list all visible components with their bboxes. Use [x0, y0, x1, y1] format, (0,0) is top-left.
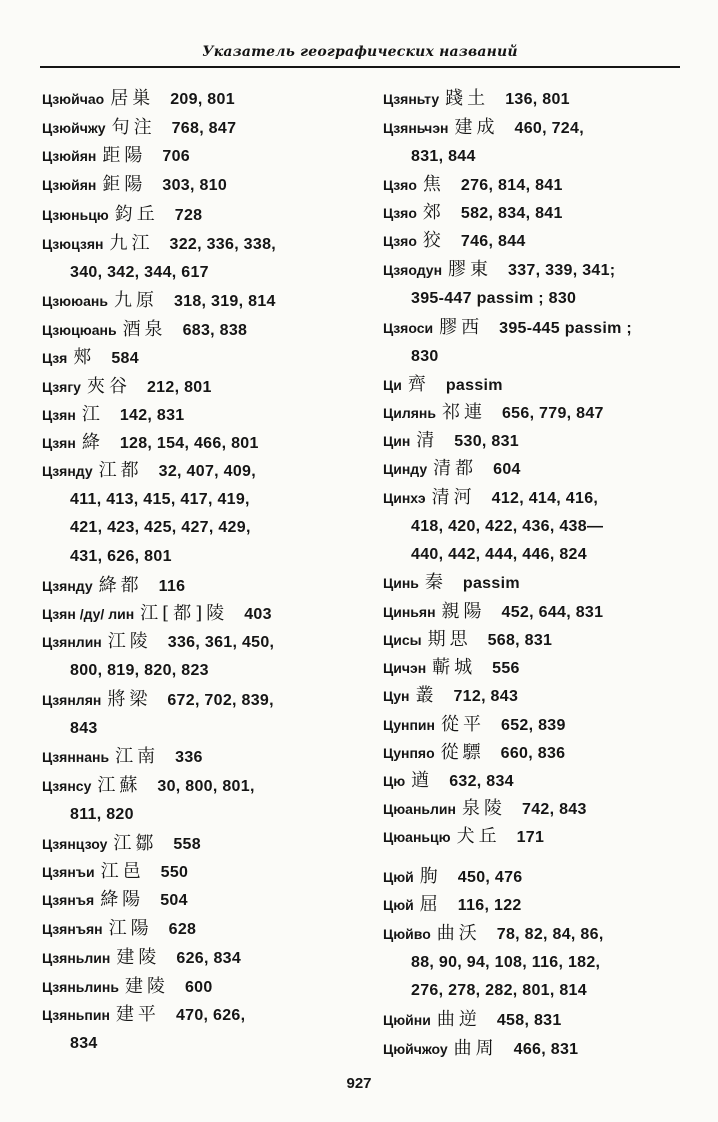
entry-line	[42, 830, 372, 859]
place-name: Цзяньлин	[42, 950, 111, 966]
place-name: Цюаньцю	[383, 829, 451, 845]
place-name: Цзяньту	[383, 91, 440, 107]
place-name: Цзяньчэн	[383, 120, 449, 136]
entry-continuation	[383, 343, 693, 372]
page-references: 322, 336, 338,	[169, 236, 277, 253]
chinese-characters: 建陵	[124, 976, 169, 997]
index-entry	[383, 1035, 693, 1064]
index-entry	[383, 427, 693, 456]
place-name: Цюй	[383, 897, 414, 913]
entry-continuation	[383, 143, 693, 172]
page-references: 142, 831	[119, 407, 185, 424]
page-references: 303, 810	[162, 177, 228, 194]
index-entry	[42, 287, 372, 316]
place-name: Цзянъян	[42, 921, 103, 937]
chinese-characters: 江鄒	[113, 833, 158, 854]
entry-line	[42, 114, 372, 143]
entry-line	[383, 654, 693, 683]
chinese-characters: 遒	[411, 770, 434, 791]
place-name: Цзяннань	[42, 749, 110, 765]
entry-line	[42, 142, 372, 171]
place-name: Цинхэ	[383, 490, 426, 506]
chinese-characters: 曲沃	[436, 923, 481, 944]
entry-line	[42, 287, 372, 316]
page-references: 843	[70, 719, 98, 737]
index-entry	[383, 371, 693, 400]
entry-continuation	[383, 285, 693, 314]
index-entry	[383, 711, 693, 740]
place-name: Цюаньлин	[383, 801, 456, 817]
page-number: 927	[346, 1075, 372, 1092]
index-entry	[42, 457, 372, 571]
page-references: 128, 154, 466, 801	[119, 435, 259, 452]
page-references: 604	[493, 461, 521, 478]
entry-continuation	[42, 715, 372, 744]
chinese-characters: 江[都]陵	[140, 603, 229, 624]
index-entry	[383, 85, 693, 114]
chinese-characters: 期思	[427, 629, 472, 650]
page-references: 652, 839	[501, 717, 566, 734]
page-references: 336, 361, 450,	[167, 634, 275, 651]
place-name: Цинь	[383, 575, 419, 591]
entry-line	[42, 772, 372, 801]
place-name: Цзюйчжу	[42, 120, 106, 136]
page-references: 831, 844	[411, 147, 476, 165]
index-entry	[42, 572, 372, 601]
entry-line	[42, 886, 372, 915]
index-entry	[42, 600, 372, 629]
chinese-characters: 蘄城	[432, 657, 477, 678]
entry-line	[383, 227, 693, 256]
page-references: 470, 626,	[175, 1007, 246, 1024]
chinese-characters: 膠東	[448, 259, 493, 280]
entry-line	[42, 401, 372, 430]
page-references: 32, 407, 409,	[158, 463, 256, 480]
page-references: 116	[158, 578, 186, 595]
entry-continuation	[383, 977, 693, 1006]
running-header: Указатель географических названий	[202, 44, 518, 60]
place-name: Цю	[383, 773, 406, 789]
index-entry	[383, 484, 693, 570]
place-name: Цзяоси	[383, 320, 434, 336]
page-references: 431, 626, 801	[70, 547, 172, 565]
index-entry	[42, 686, 372, 743]
chinese-characters: 犬丘	[456, 826, 501, 847]
index-entry	[383, 823, 693, 852]
page-references: 800, 819, 820, 823	[70, 661, 209, 679]
entry-line	[383, 314, 693, 343]
chinese-characters: 郟	[73, 347, 96, 368]
chinese-characters: 絳陽	[100, 889, 145, 910]
chinese-characters: 江	[81, 404, 104, 425]
entry-line	[383, 171, 693, 200]
chinese-characters: 親陽	[441, 601, 486, 622]
chinese-characters: 絳	[81, 432, 104, 453]
chinese-characters: 秦	[424, 572, 447, 593]
index-entry	[42, 628, 372, 685]
entry-line	[383, 823, 693, 852]
index-entry	[383, 863, 693, 892]
entry-line	[383, 891, 693, 920]
place-name: Цзяо	[383, 205, 417, 221]
index-entry	[383, 227, 693, 256]
entry-line	[42, 171, 372, 200]
page-references: 466, 831	[513, 1041, 579, 1058]
page-references: 209, 801	[170, 91, 235, 108]
index-entry	[42, 85, 372, 114]
place-name: Цюйчжоу	[383, 1041, 448, 1057]
index-entry	[42, 316, 372, 345]
place-name: Цзягу	[42, 379, 81, 395]
place-name: Цзян	[42, 435, 76, 451]
chinese-characters: 郊	[422, 202, 445, 223]
entry-continuation	[42, 486, 372, 515]
index-entry	[42, 915, 372, 944]
page-references: 728	[174, 207, 203, 224]
entry-line	[383, 427, 693, 456]
entry-line	[42, 973, 372, 1002]
entry-continuation	[42, 801, 372, 830]
index-entry	[383, 171, 693, 200]
entry-line	[383, 1006, 693, 1035]
page-references: 628	[168, 921, 197, 938]
place-name: Цзянсу	[42, 778, 92, 794]
index-entry	[383, 598, 693, 627]
entry-line	[42, 429, 372, 458]
chinese-characters: 清都	[433, 458, 478, 479]
page-references: 556	[492, 660, 520, 677]
entry-line	[383, 767, 693, 796]
page-references: passim	[445, 377, 503, 394]
entry-line	[383, 1035, 693, 1064]
chinese-characters: 酒泉	[122, 319, 167, 340]
entry-continuation	[42, 1030, 372, 1059]
entry-continuation	[42, 259, 372, 288]
place-name: Цзюйчао	[42, 91, 105, 107]
chinese-characters: 從平	[441, 714, 485, 735]
page-references: 558	[173, 836, 201, 853]
header-rule	[40, 66, 680, 68]
page-references: 276, 814, 841	[460, 177, 563, 194]
index-entry	[383, 739, 693, 768]
chinese-characters: 朐	[419, 866, 442, 887]
place-name: Цзя	[42, 350, 68, 366]
index-entry	[42, 373, 372, 402]
index-entry	[42, 171, 372, 200]
page-references: 656, 779, 847	[501, 405, 604, 422]
place-name: Цинду	[383, 461, 428, 477]
entry-continuation	[42, 543, 372, 572]
page-references: 337, 339, 341;	[508, 262, 616, 279]
page-references: 632, 834	[449, 773, 514, 790]
entry-line	[383, 711, 693, 740]
page-references: 746, 844	[460, 233, 526, 250]
chinese-characters: 居巣	[110, 88, 155, 109]
place-name: Цзянду	[42, 463, 93, 479]
chinese-characters: 江都	[98, 460, 143, 481]
index-entry	[383, 199, 693, 228]
page-references: 318, 319, 814	[173, 293, 276, 310]
page-references: 742, 843	[522, 801, 587, 818]
entry-line	[383, 85, 693, 114]
chinese-characters: 夾谷	[86, 376, 131, 397]
place-name: Цзюйян	[42, 177, 97, 193]
entry-line	[42, 572, 372, 601]
entry-line	[42, 201, 372, 230]
index-entry	[42, 743, 372, 772]
place-name: Цин	[383, 433, 411, 449]
place-name: Цзюцюань	[42, 322, 117, 338]
chinese-characters: 鉅陽	[102, 174, 147, 195]
chinese-characters: 建陵	[116, 947, 161, 968]
index-entry	[42, 114, 372, 143]
page-references: 171	[516, 829, 545, 846]
chinese-characters: 江陵	[107, 631, 152, 652]
entry-line	[42, 230, 372, 259]
page-references: 460, 724,	[514, 120, 584, 137]
page-references: 458, 831	[496, 1012, 562, 1029]
page-references: 440, 442, 444, 446, 824	[411, 546, 587, 564]
entry-line	[42, 858, 372, 887]
chinese-characters: 九江	[109, 233, 154, 254]
entry-line	[42, 915, 372, 944]
page-references: 276, 278, 282, 801, 814	[411, 982, 587, 1000]
entry-continuation	[383, 541, 693, 570]
place-name: Цунпин	[383, 717, 435, 733]
index-entry	[383, 795, 693, 824]
index-entry	[42, 429, 372, 458]
chinese-characters: 距陽	[102, 145, 147, 166]
entry-continuation	[383, 949, 693, 978]
index-entry	[42, 201, 372, 230]
entry-line	[42, 373, 372, 402]
place-name: Цзюцзян	[42, 236, 104, 252]
place-name: Цунпяо	[383, 745, 435, 761]
chinese-characters: 狡	[422, 230, 445, 251]
page-references: 136, 801	[505, 91, 570, 108]
page-references: 336	[175, 749, 203, 766]
place-name: Цюйни	[383, 1012, 431, 1028]
entry-line	[383, 920, 693, 949]
page-references: 706	[162, 148, 190, 165]
chinese-characters: 句注	[111, 117, 156, 138]
index-entry	[383, 399, 693, 428]
place-name: Цисы	[383, 632, 422, 648]
place-name: Цюйво	[383, 926, 431, 942]
page-references: 403	[244, 606, 272, 623]
chinese-characters: 江陽	[108, 918, 153, 939]
index-entry	[383, 654, 693, 683]
entry-continuation	[42, 657, 372, 686]
index-entry	[383, 256, 693, 313]
place-name: Циньян	[383, 604, 436, 620]
page-references: 421, 423, 425, 427, 429,	[70, 519, 251, 537]
entry-line	[383, 682, 693, 711]
entry-continuation	[42, 514, 372, 543]
page-references: 600	[184, 979, 213, 996]
chinese-characters: 將梁	[107, 689, 152, 710]
index-entry	[42, 858, 372, 887]
page-references: 834	[70, 1034, 98, 1052]
chinese-characters: 曲周	[453, 1038, 498, 1059]
entry-line	[383, 199, 693, 228]
place-name: Цзян	[42, 407, 76, 423]
page-references: 395-447 passim ; 830	[411, 289, 577, 307]
index-entry	[383, 891, 693, 920]
index-entry	[42, 1001, 372, 1058]
place-name: Цзянлян	[42, 692, 102, 708]
page-references: 768, 847	[171, 120, 237, 137]
entry-line	[383, 739, 693, 768]
chinese-characters: 踐土	[445, 88, 490, 109]
entry-line	[383, 863, 693, 892]
index-entry	[383, 920, 693, 1006]
place-name: Цилянь	[383, 405, 436, 421]
chinese-characters: 從驃	[440, 742, 485, 763]
chinese-characters: 曲逆	[436, 1009, 481, 1030]
entry-line	[42, 686, 372, 715]
chinese-characters: 祁連	[441, 402, 486, 423]
page-references: 672, 702, 839,	[167, 692, 274, 709]
place-name: Цзянду	[42, 578, 93, 594]
chinese-characters: 泉陵	[462, 798, 506, 819]
index-entry	[42, 230, 372, 287]
chinese-characters: 建平	[115, 1004, 160, 1025]
place-name: Цзюньцю	[42, 207, 109, 223]
page-references: 582, 834, 841	[460, 205, 563, 222]
index-entry	[383, 114, 693, 171]
page-references: 411, 413, 415, 417, 419,	[70, 490, 250, 508]
place-name: Цун	[383, 688, 410, 704]
place-name: Цюй	[383, 869, 414, 885]
entry-line	[42, 344, 372, 373]
index-entry	[383, 767, 693, 796]
chinese-characters: 九原	[113, 290, 158, 311]
page-references: 626, 834	[176, 950, 242, 967]
page-references: 78, 82, 84, 86,	[496, 926, 604, 943]
entry-line	[383, 795, 693, 824]
entry-line	[383, 399, 693, 428]
page-references: 418, 420, 422, 436, 438—	[411, 517, 604, 535]
chinese-characters: 絳都	[98, 575, 143, 596]
place-name: Цзяо	[383, 233, 417, 249]
page-references: 504	[160, 892, 188, 909]
place-name: Цзяо	[383, 177, 417, 193]
entry-line	[383, 484, 693, 513]
entry-line	[42, 944, 372, 973]
entry-line	[42, 1001, 372, 1030]
place-name: Цзянъи	[42, 864, 95, 880]
place-name: Цзян /ду/ лин	[42, 606, 135, 622]
entry-line	[383, 569, 693, 598]
entry-line	[42, 316, 372, 345]
page-references: 830	[411, 347, 439, 365]
chinese-characters: 江南	[115, 746, 160, 767]
entry-line	[383, 114, 693, 143]
index-entry	[383, 455, 693, 484]
page-references: 30, 800, 801,	[157, 778, 255, 795]
page-references: 712, 843	[453, 688, 519, 705]
index-entry	[383, 682, 693, 711]
chinese-characters: 焦	[422, 174, 445, 195]
page-references: 550	[160, 864, 189, 881]
page-references: 811, 820	[70, 805, 134, 823]
chinese-characters: 叢	[415, 685, 438, 706]
index-entry	[42, 401, 372, 430]
chinese-characters: 鈞丘	[114, 204, 159, 225]
entry-line	[383, 256, 693, 285]
page-references: 212, 801	[146, 379, 212, 396]
page-references: 88, 90, 94, 108, 116, 182,	[411, 953, 601, 971]
chinese-characters: 建成	[454, 117, 499, 138]
entry-line	[383, 598, 693, 627]
place-name: Ци	[383, 377, 402, 393]
chinese-characters: 屈	[419, 894, 442, 915]
page-references: 395-445 passim ;	[499, 320, 633, 337]
entry-line	[383, 626, 693, 655]
chinese-characters: 膠西	[439, 317, 484, 338]
index-entry	[42, 973, 372, 1002]
index-entry	[383, 626, 693, 655]
index-entry	[42, 772, 372, 829]
place-name: Цзяньлинь	[42, 979, 119, 995]
entry-line	[383, 371, 693, 400]
page-references: 116, 122	[457, 897, 522, 914]
place-name: Цзянцзоу	[42, 836, 108, 852]
chinese-characters: 清河	[431, 487, 476, 508]
index-entry	[383, 1006, 693, 1035]
page-references: 683, 838	[182, 322, 248, 339]
chinese-characters: 清	[416, 430, 439, 451]
entry-line	[42, 743, 372, 772]
page-references: 412, 414, 416,	[491, 490, 599, 507]
chinese-characters: 江邑	[100, 861, 145, 882]
page-references: 452, 644, 831	[501, 604, 604, 621]
index-entry	[383, 314, 693, 371]
entry-line	[42, 85, 372, 114]
place-name: Цичэн	[383, 660, 427, 676]
place-name: Цзяньпин	[42, 1007, 110, 1023]
entry-line	[383, 455, 693, 484]
page-references: 340, 342, 344, 617	[70, 263, 209, 281]
chinese-characters: 齊	[407, 374, 430, 395]
page-references: 660, 836	[500, 745, 566, 762]
index-entry	[42, 886, 372, 915]
entry-continuation	[383, 513, 693, 542]
index-entry	[42, 830, 372, 859]
place-name: Цзююань	[42, 293, 108, 309]
page-references: 530, 831	[454, 433, 519, 450]
chinese-characters: 江蘇	[97, 775, 142, 796]
index-entry	[42, 142, 372, 171]
entry-line	[42, 457, 372, 486]
place-name: Цзянъя	[42, 892, 95, 908]
page-references: 584	[111, 350, 139, 367]
index-entry	[42, 344, 372, 373]
place-name: Цзюйян	[42, 148, 97, 164]
page-references: passim	[462, 575, 520, 592]
index-entry	[42, 944, 372, 973]
page-references: 450, 476	[457, 869, 523, 886]
place-name: Цзяодун	[383, 262, 443, 278]
place-name: Цзянлин	[42, 634, 102, 650]
page-references: 568, 831	[487, 632, 553, 649]
entry-line	[42, 600, 372, 629]
index-entry	[383, 569, 693, 598]
entry-line	[42, 628, 372, 657]
